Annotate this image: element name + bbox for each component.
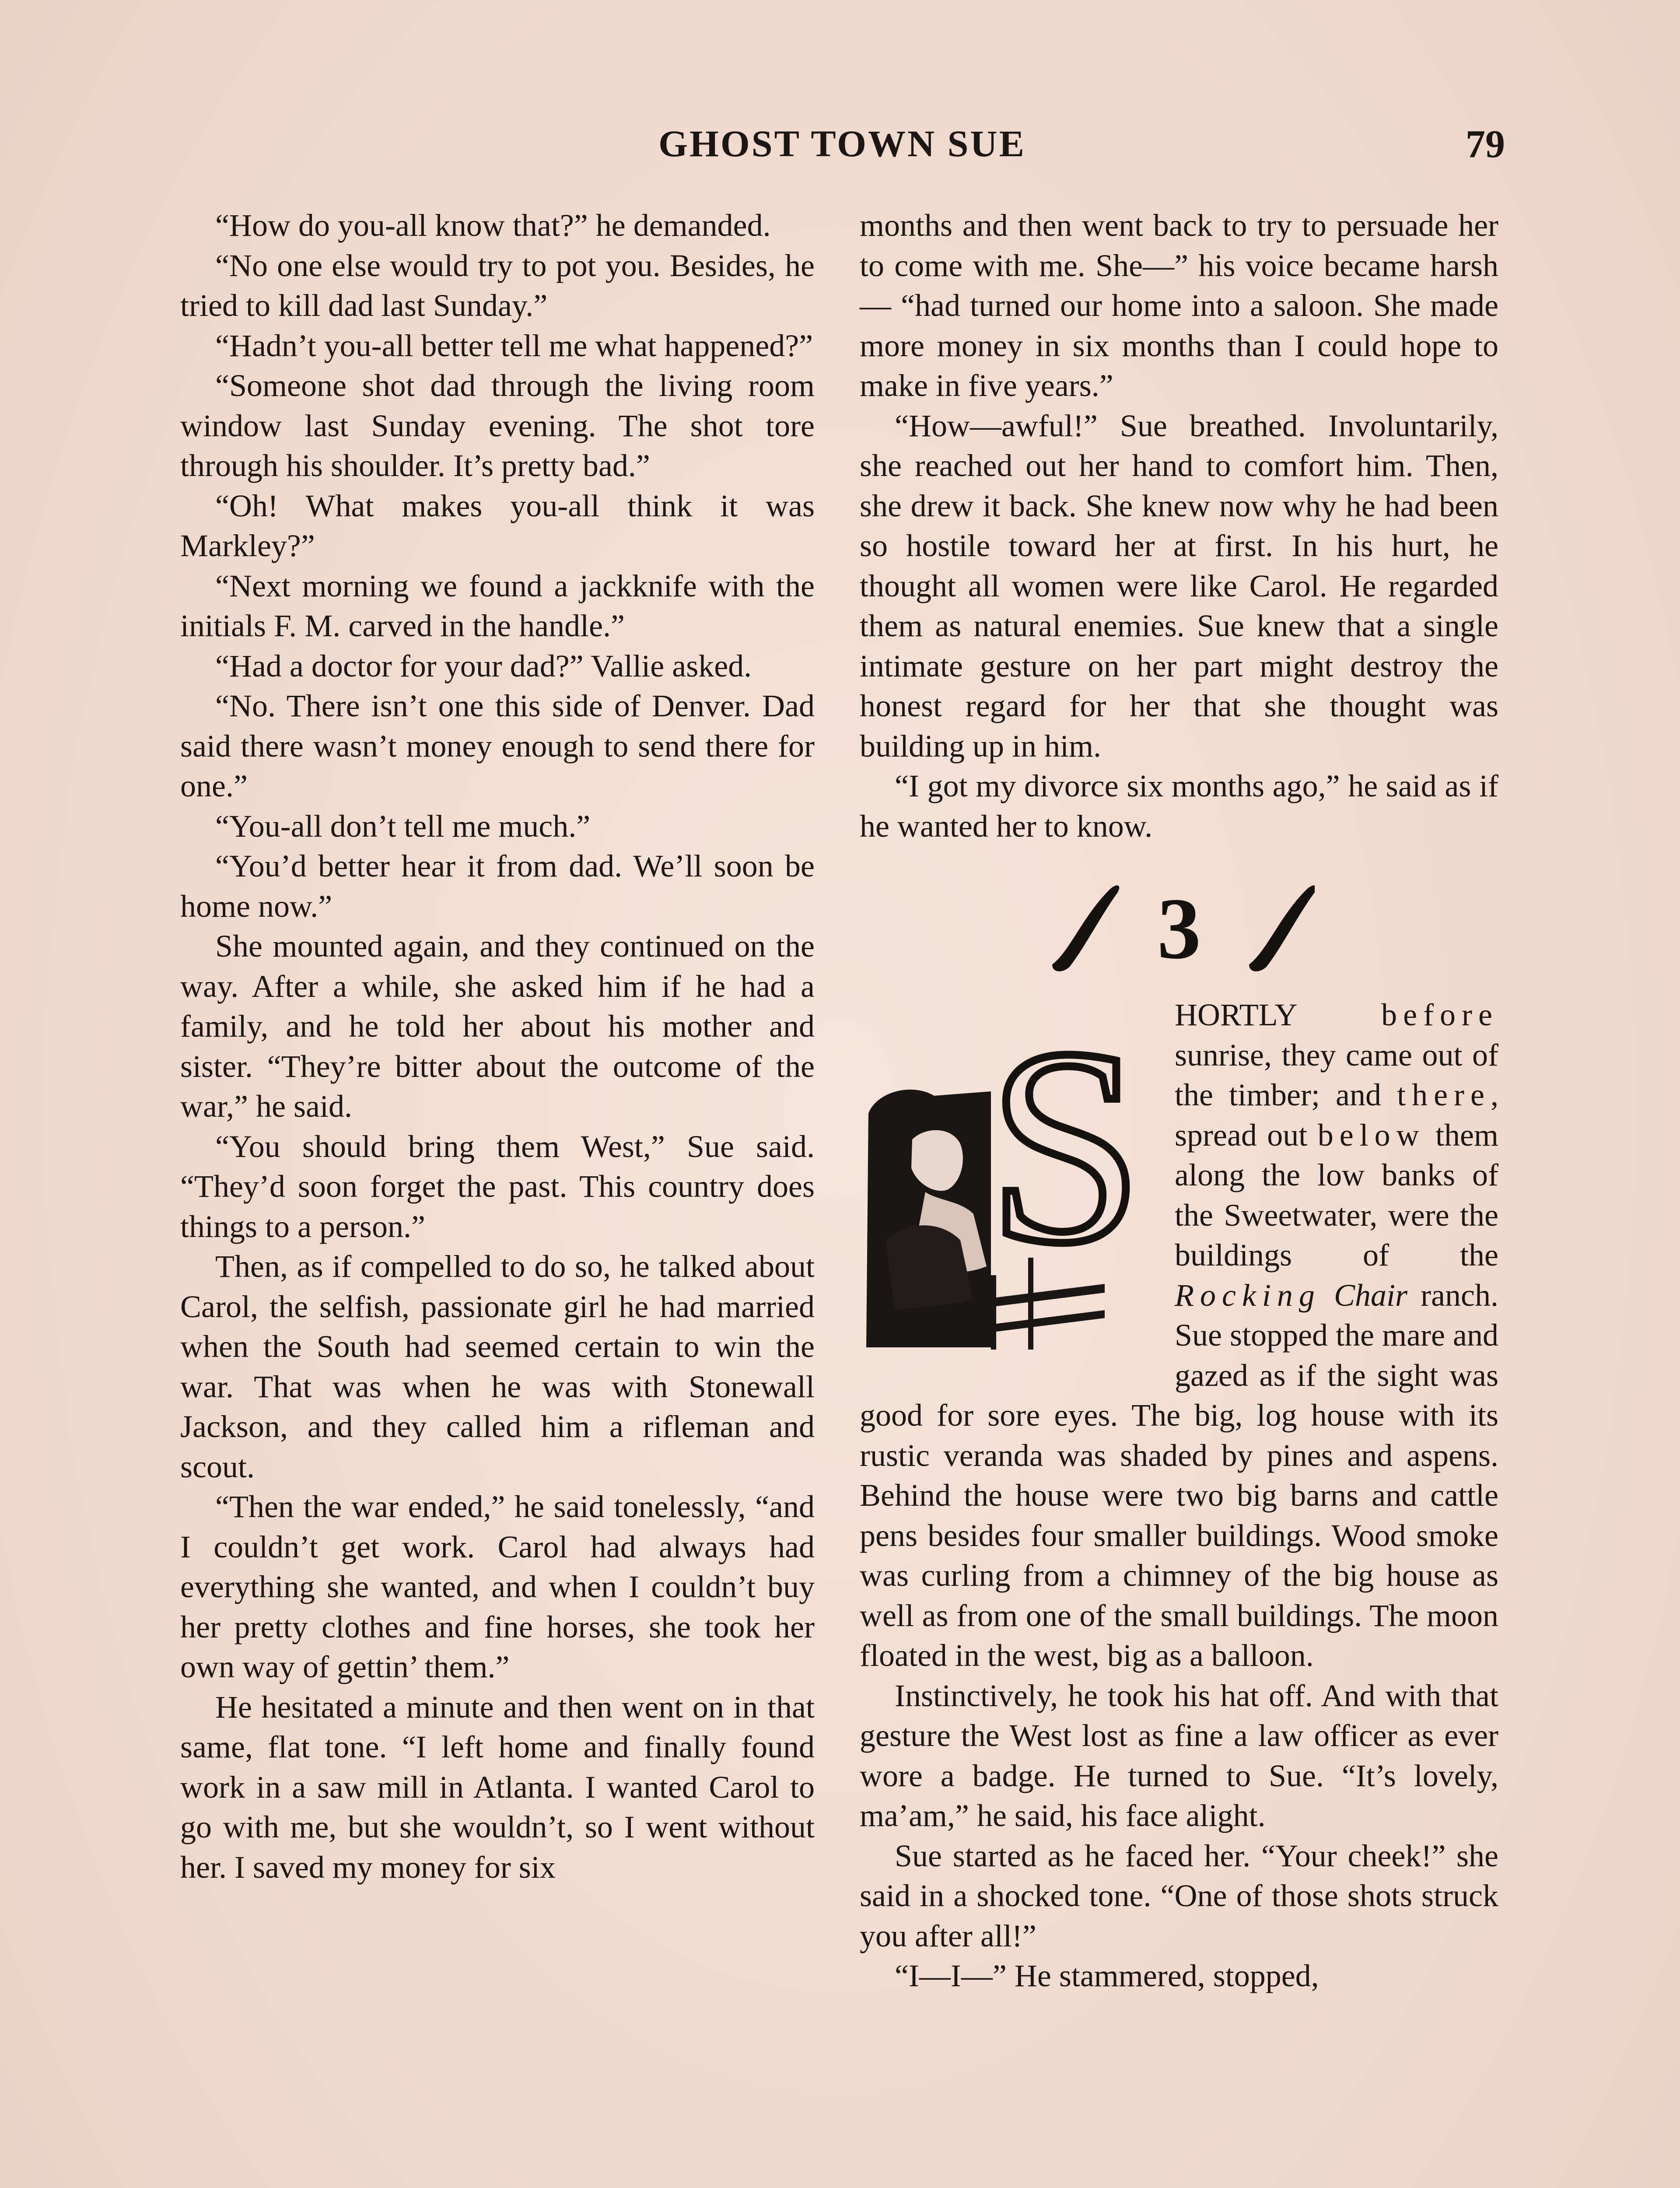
paragraph: Sue started as he faced her. “Your cheek!” she said in a shocked tone. “One of those shots struck you after all!”	[860, 1838, 1498, 1953]
chapter-heading	[860, 864, 1498, 991]
paragraph: “Had a doctor for your dad?” Vallie asked.	[215, 648, 752, 684]
spaced-word: there	[1397, 1077, 1491, 1112]
drop-cap-word: HORTLY	[1175, 997, 1296, 1032]
paragraph: “You’d better hear it from dad. We’ll soon be home now.”	[180, 849, 815, 924]
paragraph: She mounted again, and they continued on the way. After a while, she asked him if he had a family, and he told her about his mother and sister. “They’re bitter about the outcome of the war,” he said.	[180, 929, 815, 1124]
drop-cap-illustration	[860, 995, 1157, 1356]
page-header	[179, 122, 1505, 174]
left-column	[180, 206, 815, 1887]
paragraph: “I got my divorce six months ago,” he said as if he wanted her to know.	[860, 768, 1498, 844]
spaced-word: below	[1317, 1117, 1425, 1153]
paragraph: “I—I—” He stammered, stopped,	[895, 1958, 1319, 1993]
paragraph: Then, as if compelled to do so, he talked about Carol, the selfish, passionate girl he had married when the South had seemed certain to win the war. That was when he was with Stonewall Jackson, and they called him a rifleman and scout.	[180, 1249, 815, 1484]
paragraph: “No one else would try to pot you. Besides, he tried to kill dad last Sunday.”	[180, 248, 815, 323]
paragraph: “How—awful!” Sue breathed. Involuntarily, she reached out her hand to comfort him. Then, she drew it back. She knew now why he had been so hostile toward her at first. In his hurt, he thought all women were like Carol. He regarded them as natural enemies. Sue knew that a single intimate gesture on her part might destroy the honest regard for her that she thought was building up in him.	[860, 408, 1498, 764]
text-run: sunrise, they came out of the timber; and	[1175, 1037, 1498, 1112]
paragraph: “Hadn’t you-all better tell me what happened?”	[215, 328, 813, 363]
text-run: them along the low banks of the Sweetwater, were the buildings of the	[1175, 1117, 1499, 1273]
drop-cap-letter: S	[987, 995, 1143, 1301]
spaced-word: before	[1381, 997, 1498, 1032]
text-run: , spread out	[1175, 1077, 1498, 1153]
paragraph: “You-all don’t tell me much.”	[215, 808, 591, 844]
paragraph: “Then the war ended,” he said tonelessly, “and I couldn’t get work. Carol had always had everything she wanted, and when I couldn’t buy her pretty clothes and fine horses, she took her own way of gettin’ them.”	[180, 1489, 815, 1684]
paragraph: “How do you-all know that?” he demanded.	[215, 208, 771, 243]
right-column	[860, 206, 1498, 1996]
paragraph: months and then went back to try to persuade her to come with me. She—” his voice became harsh— “had turned our home into a saloon. She made more money in six months than I could hope to make in five years.”	[860, 208, 1498, 403]
paragraph: He hesitated a minute and then went on in that same, flat tone. “I left home and finally found work in a saw mill in Atlanta. I wanted Carol to go with me, but she wouldn’t, so I went without her. I saved my money for six	[180, 1689, 815, 1885]
chapter-opening	[860, 995, 1498, 1676]
paragraph: “You should bring them West,” Sue said. “They’d soon forget the past. This country does things to a person.”	[180, 1129, 815, 1244]
paragraph: “Next morning we found a jackknife with the initials F. M. carved in the handle.”	[180, 568, 815, 643]
paragraph: “Oh! What makes you-all think it was Markley?”	[180, 488, 815, 563]
chapter-flourish-icon	[1043, 864, 1315, 991]
paragraph: “Someone shot dad through the living room window last Sunday evening. The shot tore through his shoulder. It’s pretty bad.”	[180, 368, 815, 483]
ranch-name-italic: Rocking	[1175, 1277, 1321, 1313]
text-run: ranch. Sue stopped the mare and gazed as if the sight was good for sore eyes. The big, log house with its rustic veranda was shaded by pines and aspens. Behind the house were two big barns and cattle pens besides four smaller buildings. Wood smoke was curling from a chimney of the big house as well as from one of the small buildings. The moon floated in the west, big as a balloon.	[860, 1277, 1498, 1673]
chapter-number: 3	[1157, 880, 1201, 977]
woman-drop-cap-icon	[860, 995, 1157, 1356]
ranch-name-italic: Chair	[1334, 1277, 1408, 1313]
paragraph: “No. There isn’t one this side of Denver. Dad said there wasn’t money enough to send there for one.”	[180, 688, 815, 803]
running-title: GHOST TOWN SUE	[658, 123, 1026, 165]
page-number: 79	[1466, 123, 1505, 166]
paragraph: Instinctively, he took his hat off. And with that gesture the West lost as fine a law officer as ever wore a badge. He turned to Sue. “It’s lovely, ma’am,” he said, his face alight.	[860, 1678, 1498, 1833]
